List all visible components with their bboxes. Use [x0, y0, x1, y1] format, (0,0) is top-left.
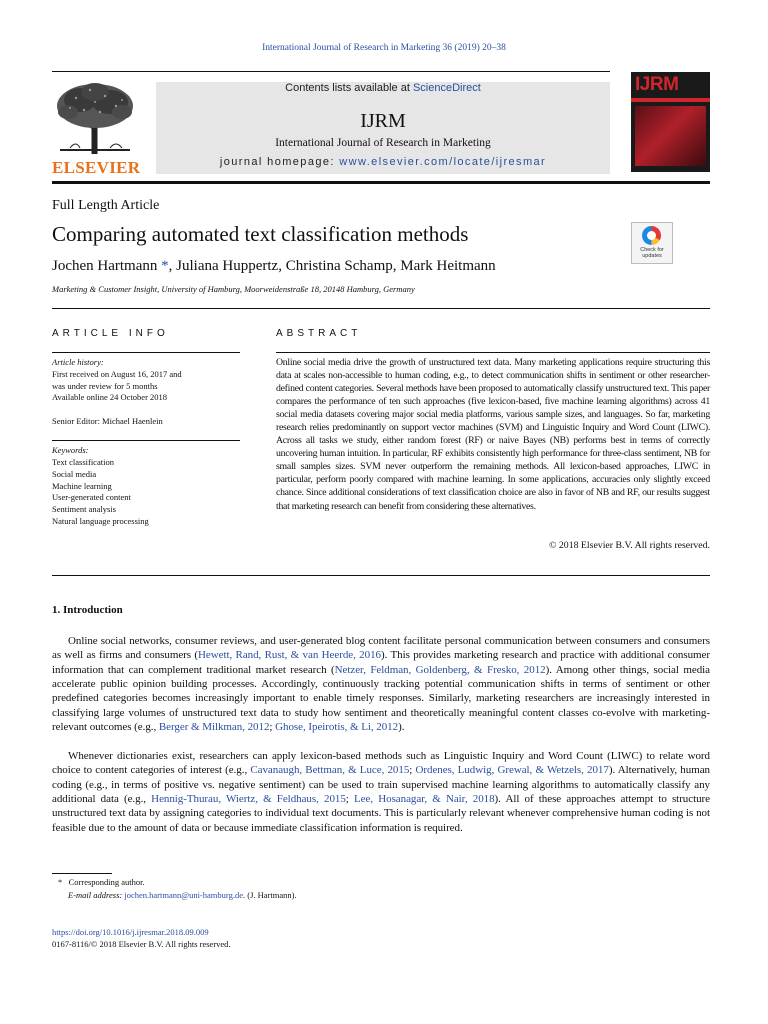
article-type: Full Length Article — [52, 198, 160, 213]
keyword: Social media — [52, 468, 97, 479]
keyword: Sentiment analysis — [52, 504, 116, 515]
paragraph-text: ). This provides marketing research and practice with additional consumer information that can complement traditional market research ( — [52, 649, 711, 676]
history-label: Article history: — [52, 357, 104, 367]
corresponding-text: Corresponding author. — [68, 877, 145, 887]
citation-link[interactable]: Lee, Hosanagar, & Nair, 2018 — [354, 793, 495, 806]
cover-band — [631, 98, 710, 102]
homepage-link[interactable]: www.elsevier.com/locate/ijresmar — [339, 156, 547, 168]
cover-title: IJRM — [635, 74, 679, 95]
section-heading: 1. Introduction — [52, 604, 123, 616]
abstract-copyright: © 2018 Elsevier B.V. All rights reserved. — [549, 540, 710, 551]
article-title: Comparing automated text classification methods — [52, 222, 469, 246]
journal-abbreviation: IJRM — [360, 110, 406, 132]
senior-editor: Senior Editor: Michael Haenlein — [52, 416, 163, 426]
intro-paragraph — [52, 749, 710, 835]
keywords-list — [52, 457, 242, 528]
corresponding-footnote — [58, 877, 145, 887]
history-line: was under review for 5 months — [52, 380, 158, 391]
paragraph-text: Online social networks, consumer reviews, and user-generated blog content facilitate personal communication between consumers and consumers as well as firms and consumers ( — [52, 635, 710, 662]
elsevier-logo[interactable] — [50, 80, 142, 175]
history-list — [52, 369, 242, 404]
affiliation: Marketing & Customer Insight, University of Hamburg, Moorweidenstraße 18, 20148 Hamburg, Germany — [52, 284, 415, 294]
author-name[interactable]: Jochen Hartmann — [52, 258, 158, 274]
citation-link[interactable]: Netzer, Feldman, Goldenberg, & Fresko, 2012 — [334, 663, 546, 676]
section-rule — [52, 308, 710, 309]
footnote-rule — [52, 873, 112, 874]
abstract-rule — [276, 352, 710, 353]
paragraph-text: ; — [269, 721, 276, 734]
contents-line — [156, 82, 610, 94]
check-updates-label: Check for updates — [640, 247, 664, 259]
paragraph-text: ; — [409, 764, 416, 777]
header-rule — [52, 71, 610, 72]
author-names: , Juliana Huppertz, Christina Schamp, Mark Heitmann — [168, 258, 496, 274]
check-updates-icon — [642, 226, 661, 245]
section-rule — [52, 575, 710, 576]
corresponding-author-mark[interactable]: * — [157, 258, 169, 274]
article-info-heading: ARTICLE INFO — [52, 328, 169, 339]
history-line: Available online 24 October 2018 — [52, 392, 168, 403]
keyword: User-generated content — [52, 492, 131, 503]
paragraph-text: ). Alternatively, human coding (e.g., in terms of positive vs. negative sentiment) can be used to train supervised machine learning algorithms to automatically classify any additional data (e.g., — [52, 764, 710, 806]
citation-link[interactable]: Cavanaugh, Bettman, & Luce, 2015 — [250, 764, 410, 777]
journal-cover[interactable] — [631, 72, 710, 172]
journal-name: International Journal of Research in Marketing — [275, 137, 491, 149]
header-thick-rule — [52, 181, 710, 184]
email-label: E-mail address: — [68, 890, 125, 900]
journal-citation[interactable]: International Journal of Research in Marketing 36 (2019) 20–38 — [262, 43, 506, 53]
paragraph-text: ; — [345, 793, 354, 806]
homepage-line — [156, 156, 610, 168]
citation-link[interactable]: Hennig-Thurau, Wiertz, & Feldhaus, 2015 — [151, 793, 346, 806]
citation-link[interactable]: Ghose, Ipeirotis, & Li, 2012 — [275, 721, 399, 734]
doi-link[interactable]: https://doi.org/10.1016/j.ijresmar.2018.09.009 — [52, 927, 209, 937]
history-line: First received on August 16, 2017 and — [52, 369, 182, 379]
homepage-prefix: journal homepage: — [219, 156, 340, 168]
journal-masthead — [156, 82, 610, 174]
intro-paragraph — [52, 634, 710, 734]
paragraph-text: ). Among other things, social media accelerate public opinion building processes. Accordingly, continuously tracking potential communication shifts in terms of sentiment or other predefined categories becomes increasingly important to enable timely responses. Similarly, marketing researchers are increasingly interested in classifying large volumes of unstructured text data to study how sentiment and theoretically meaningful content classes co-evolve with marketing-relevant outcomes (e.g., — [52, 663, 710, 734]
paragraph-text: Whenever dictionaries exist, researchers can apply lexicon-based methods such as Linguistic Inquiry and Word Count (LIWC) to relate word choice to content categories of interest (e.g., — [52, 750, 710, 777]
info-rule — [52, 352, 240, 353]
keyword: Natural language processing — [52, 515, 149, 526]
citation-link[interactable]: Berger & Milkman, 2012 — [158, 721, 270, 734]
paragraph-text: ). All of these approaches attempt to structure unstructured text data by assigning categories to individual text documents. This is particularly relevant whenever comprehensive human coding is not feasible due to the amount of data or because immediate classification information is required. — [52, 793, 710, 834]
keywords-label: Keywords: — [52, 445, 89, 455]
abstract-heading: ABSTRACT — [276, 328, 362, 339]
check-for-updates-button[interactable] — [631, 222, 673, 264]
cover-artwork — [635, 106, 706, 166]
author-list — [52, 258, 496, 275]
paragraph-text: ). — [398, 721, 405, 734]
elsevier-tree-icon — [50, 80, 140, 156]
info-rule — [52, 440, 240, 441]
abstract-text: Online social media drive the growth of unstructured text data. Many marketing applications require structuring this data at scales non-accessible to human coding, e.g., to detect communication shifts in sentiment or other researcher-defined content categories. Several methods have been proposed to automatically classify unstructured text. This paper compares the performance of ten such approaches (five lexicon-based, five machine learning algorithms) across 41 social media datasets covering major social media platforms, various sample sizes, and languages. So far, marketing research relies predominantly on support vector machines (SVM) and Linguistic Inquiry and Word Count (LIWC). Across all tasks we study, either random forest (RF) or naive Bayes (NB) performs best in terms of correctly uncovering human intuition. In particular, RF exhibits consistently high performance for three-class sentiment, NB for small samples sizes. SVM never outperform the remaining methods. All lexicon-based approaches, LIWC in particular, perform poorly compared with machine learning. In some applications, accuracies only slightly exceed chance. Since additional considerations of text classification choice are also in favor of NB and RF, our results suggest that marketing research can benefit from considering these alternatives. — [276, 357, 710, 512]
elsevier-wordmark: ELSEVIER — [52, 158, 141, 177]
email-suffix: . (J. Hartmann). — [242, 890, 297, 900]
issn-line: 0167-8116/© 2018 Elsevier B.V. All rights reserved. — [52, 939, 231, 949]
keyword: Text classification — [52, 457, 114, 467]
footnote-mark: * — [58, 877, 63, 887]
citation-link[interactable]: Hewett, Rand, Rust, & van Heerde, 2016 — [198, 649, 381, 662]
email-link[interactable]: jochen.hartmann@uni-hamburg.de — [124, 890, 243, 900]
sciencedirect-link[interactable]: ScienceDirect — [412, 82, 481, 94]
email-footnote — [68, 890, 297, 900]
citation-link[interactable]: Ordenes, Ludwig, Grewal, & Wetzels, 2017 — [415, 764, 609, 777]
keyword: Machine learning — [52, 480, 112, 491]
contents-prefix: Contents lists available at — [285, 82, 413, 94]
